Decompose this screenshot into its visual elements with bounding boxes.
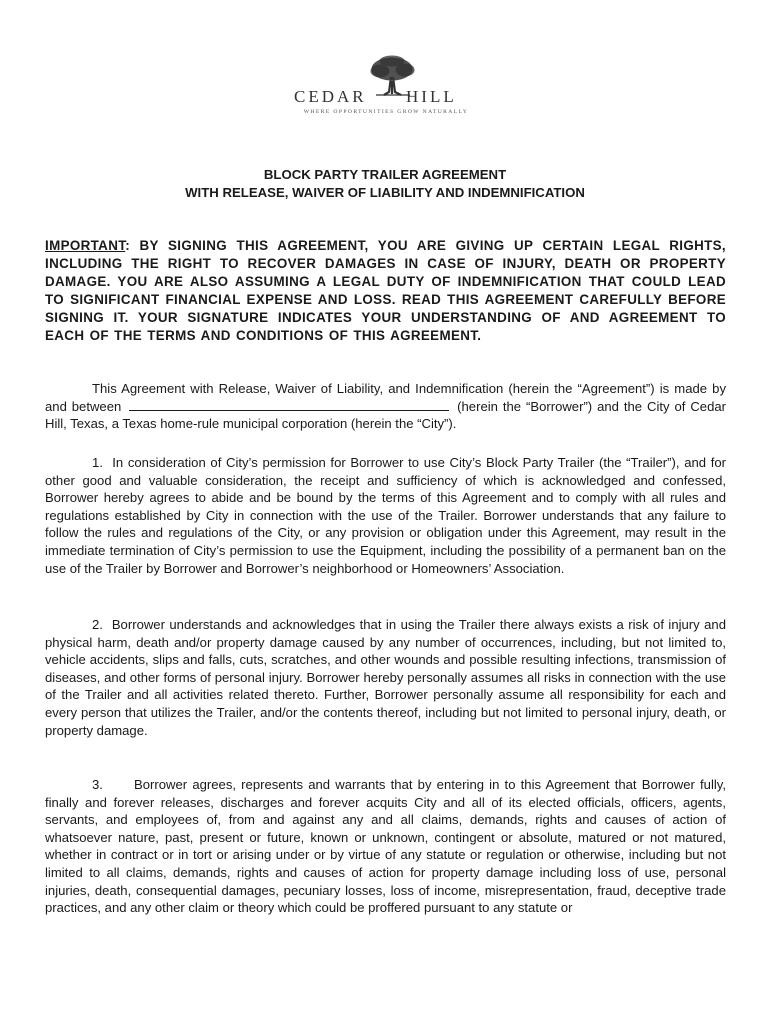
section-paragraph-3: [45, 776, 726, 917]
intro-text-after: (herein the “Borrower”) and the City of Cedar Hill, Texas, a Texas home-rule municipal corporation (herein the “City”).: [45, 398, 726, 432]
section-number: 2.: [92, 617, 103, 632]
section-number: 1.: [92, 455, 103, 470]
important-notice: [45, 237, 726, 346]
section-number: 3.: [92, 777, 103, 792]
important-label: IMPORTANT: [45, 238, 126, 253]
important-text: : BY SIGNING THIS AGREEMENT, YOU ARE GIVING UP CERTAIN LEGAL RIGHTS, INCLUDING THE RIGHT TO RECOVER DAMAGES IN CASE OF INJURY, DEATH OR PROPERTY DAMAGE. YOU ARE ALSO ASSUMING A LEGAL DUTY OF INDEMNIFICATION THAT COULD LEAD TO SIGNIFICANT FINANCIAL EXPENSE AND LOSS. READ THIS AGREEMENT CAREFULLY BEFORE SIGNING IT. YOUR SIGNATURE INDICATES YOUR UNDERSTANDING OF AND AGREEMENT TO EACH OF THE TERMS AND CONDITIONS OF THIS AGREEMENT.: [45, 238, 726, 344]
section-text: Borrower understands and acknowledges that in using the Trailer there always exists a risk of injury and physical harm, death and/or property damage caused by any number of occurrences, including, but not limited to, vehicle accidents, slips and falls, cuts, scratches, and other wounds and possible resulting infections, transmission of diseases, and other forms of personal injury. Borrower hereby personally assumes all risks in connection with the use of the Trailer and all activities related thereto. Further, Borrower personally assume all responsibility for each and every person that utilizes the Trailer, and/or the contents thereof, including but not limited to personal injury, death, or property damage.: [45, 617, 726, 738]
svg-text:CEDAR: CEDAR: [294, 87, 367, 106]
cedar-tree-icon: [288, 55, 484, 117]
document-subtitle: WITH RELEASE, WAIVER OF LIABILITY AND INDEMNIFICATION: [185, 185, 585, 200]
section-text: Borrower agrees, represents and warrants that by entering in to this Agreement that Borrower fully, finally and forever releases, discharges and forever acquits City and all of its elected officials, officers, agents, servants, and employees of, from and against any and all claims, demands, rights and causes of action of whatsoever nature, past, present or future, known or unknown, contingent or absolute, matured or not matured, whether in contract or in tort or arising under or by virtue of any statute or regulation or otherwise, including but not limited to all claims, demands, rights and causes of action for property damage including loss of use, personal injuries, death, consequential damages, pecuniary losses, loss of income, misrepresentation, fraud, deceptive trade practices, and any other claim or theory which could be proffered pursuant to any statute or: [45, 777, 726, 916]
section-paragraph-1: [45, 454, 726, 577]
section-text: In consideration of City’s permission for Borrower to use City’s Block Party Trailer (the “Trailer”), and for other good and valuable consideration, the receipt and sufficiency of which is acknowledged and confessed, Borrower hereby agrees to abide and be bound by the terms of this Agreement and to comply with all rules and regulations established by City in connection with the use of the Trailer. Borrower understands that any failure to follow the rules and regulations of the City, or any provision or obligation under this Agreement, may result in the immediate termination of City’s permission to use the Equipment, including the possibility of a permanent ban on the use of the Trailer by Borrower and Borrower’s neighborhood or Homeowners’ Association.: [45, 455, 726, 576]
svg-text:WHERE OPPORTUNITIES GROW NATUR: WHERE OPPORTUNITIES GROW NATURALLY: [303, 109, 469, 115]
intro-text-before: This Agreement with Release, Waiver of Liability, and Indemnification (herein the “Agreement”) is made by and between: [45, 381, 726, 414]
document-title: BLOCK PARTY TRAILER AGREEMENT: [263, 167, 507, 182]
svg-text:HILL: HILL: [406, 87, 457, 106]
cedar-hill-logo: [288, 55, 484, 117]
intro-paragraph: [45, 380, 726, 433]
borrower-name-blank[interactable]: [129, 398, 449, 411]
section-paragraph-2: [45, 616, 726, 739]
